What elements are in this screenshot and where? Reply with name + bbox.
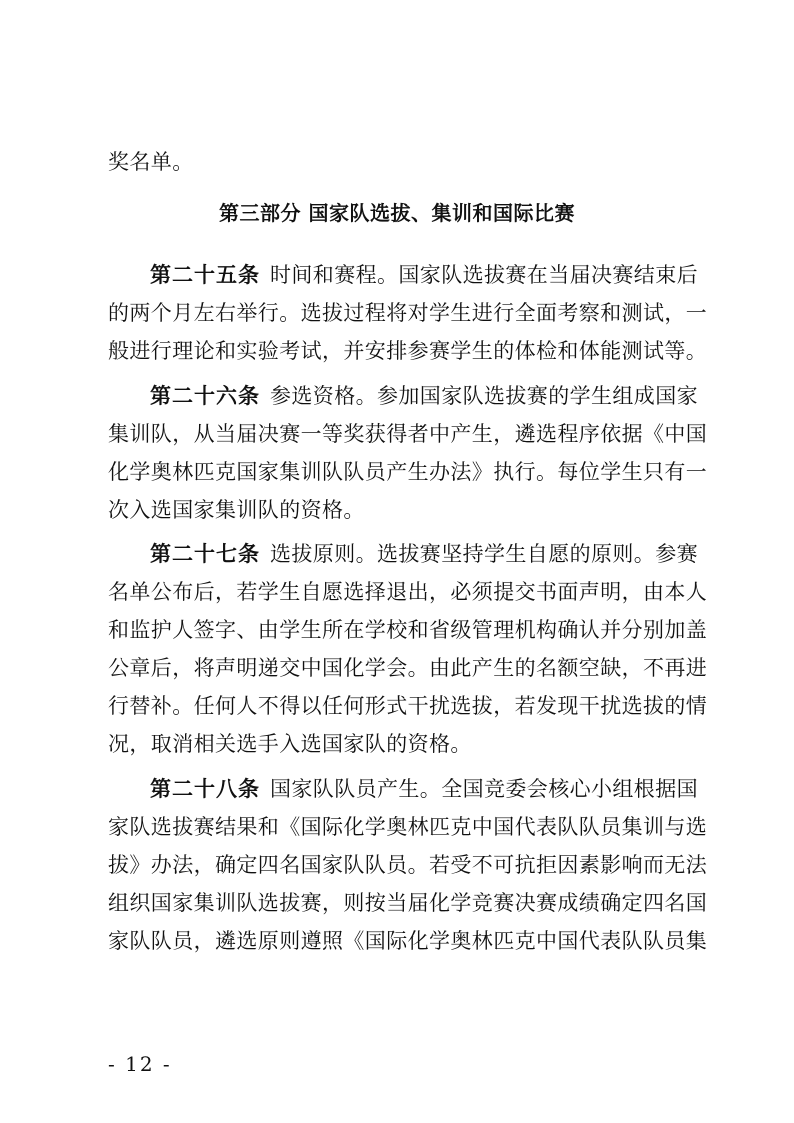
continuation-line: 奖名单。 [108, 150, 194, 174]
article-25-line-1 [150, 261, 698, 289]
article-25-line-3: 般进行理论和实验考试，并安排参赛学生的体检和体能测试等。 [108, 339, 708, 363]
article-26-line-2: 集训队，从当届决赛一等奖获得者中产生，遴选程序依据《中国 [108, 422, 708, 446]
article-28-text: 国家队队员产生。全国竞委会核心小组根据国 [270, 777, 698, 801]
section-heading: 第三部分 国家队选拔、集训和国际比赛 [219, 201, 575, 225]
article-28-line-2: 家队选拔赛结果和《国际化学奥林匹克中国代表队队员集训与选 [108, 815, 708, 839]
article-25-line-2: 的两个月左右举行。选拔过程将对学生进行全面考察和测试，一 [108, 301, 708, 325]
article-26-line-4: 次入选国家集训队的资格。 [108, 498, 365, 522]
article-27-text: 选拔原则。选拔赛坚持学生自愿的原则。参赛 [270, 542, 698, 566]
article-25-number: 第二十五条 [150, 263, 260, 287]
article-26-line-3: 化学奥林匹克国家集训队队员产生办法》执行。每位学生只有一 [108, 460, 708, 484]
article-27-line-4: 公章后，将声明递交中国化学会。由此产生的名额空缺，不再进 [108, 656, 708, 680]
article-26-number: 第二十六条 [150, 384, 260, 408]
article-28-line-1 [150, 775, 698, 803]
article-27-line-5: 行替补。任何人不得以任何形式干扰选拔，若发现干扰选拔的情 [108, 694, 708, 718]
article-26-text: 参选资格。参加国家队选拔赛的学生组成国家 [270, 384, 698, 408]
article-26-line-1 [150, 382, 698, 410]
article-28-line-3: 拔》办法，确定四名国家队队员。若受不可抗拒因素影响而无法 [108, 853, 708, 877]
article-28-line-4: 组织国家集训队选拔赛，则按当届化学竞赛决赛成绩确定四名国 [108, 891, 708, 915]
article-28-line-5: 家队队员，遴选原则遵照《国际化学奥林匹克中国代表队队员集 [108, 929, 708, 953]
article-28-number: 第二十八条 [150, 777, 260, 801]
article-27-line-3: 和监护人签字、由学生所在学校和省级管理机构确认并分别加盖 [108, 618, 708, 642]
article-27-line-2: 名单公布后，若学生自愿选择退出，必须提交书面声明，由本人 [108, 580, 708, 604]
article-25-text: 时间和赛程。国家队选拔赛在当届决赛结束后 [270, 263, 698, 287]
page-number: - 12 - [108, 1052, 172, 1076]
article-27-number: 第二十七条 [150, 542, 260, 566]
article-27-line-6: 况，取消相关选手入选国家队的资格。 [108, 732, 472, 756]
article-27-line-1 [150, 540, 698, 568]
